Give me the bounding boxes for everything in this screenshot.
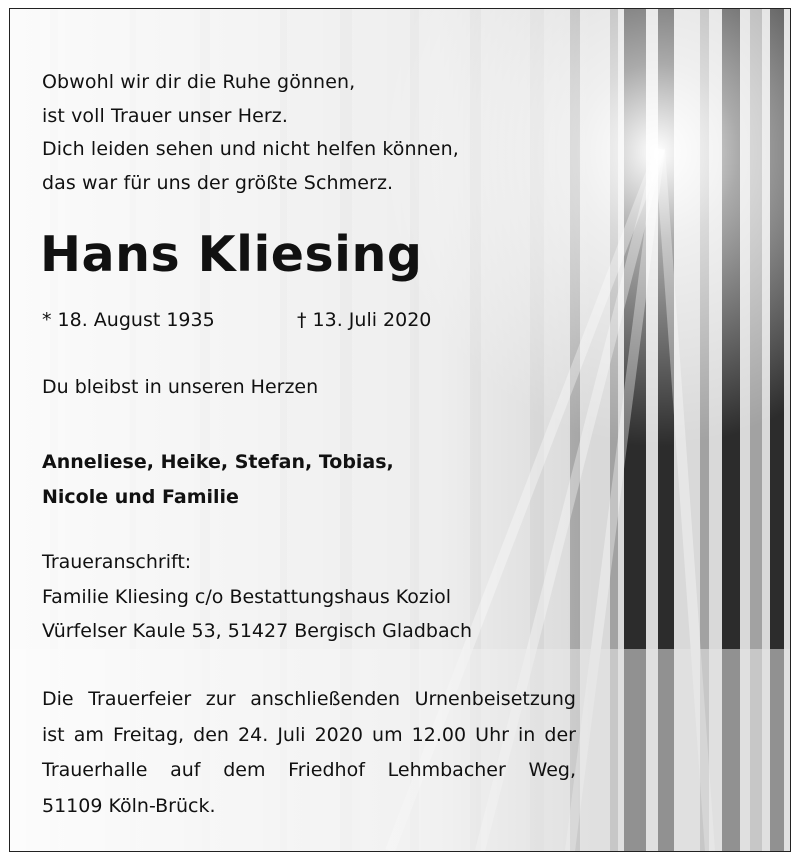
ceremony-word: Trauerfeier: [88, 688, 192, 710]
mourning-address: [42, 545, 472, 649]
mourners: [42, 445, 394, 515]
life-dates: [42, 306, 432, 334]
poem-line: Obwohl wir dir die Ruhe gönnen,: [42, 71, 356, 93]
death-date: † 13. Juli 2020: [297, 309, 432, 331]
mourners-line: Nicole und Familie: [42, 486, 239, 508]
ceremony-line: [42, 682, 576, 718]
ceremony-word: Trauerhalle: [42, 759, 148, 781]
ceremony-word: Friedhof: [288, 759, 365, 781]
birth-date: * 18. August 1935: [42, 309, 215, 331]
ceremony-word: zur: [205, 688, 236, 710]
ceremony-word: Lehmbacher: [387, 759, 506, 781]
ceremony-info: [42, 682, 576, 824]
ceremony-word: um: [372, 723, 403, 746]
ceremony-word: der: [544, 723, 576, 746]
ceremony-word: Urnenbeisetzung: [414, 688, 576, 710]
ceremony-word: 24.: [238, 723, 269, 746]
ceremony-word: auf: [170, 759, 201, 781]
ceremony-line: [42, 789, 576, 825]
deceased-name: Hans Kliesing: [40, 226, 423, 283]
ceremony-word: Freitag,: [112, 723, 185, 746]
ceremony-word: Weg,: [528, 759, 576, 781]
ceremony-line: [42, 718, 576, 754]
ceremony-word: Juli: [277, 723, 306, 746]
ceremony-word: Uhr: [475, 723, 509, 746]
ceremony-word: Die: [42, 688, 74, 710]
ceremony-word: den: [193, 723, 229, 746]
ceremony-word: am: [73, 723, 104, 746]
ceremony-word: 51109 Köln-Brück.: [42, 794, 216, 817]
ceremony-word: anschließenden: [250, 688, 401, 710]
poem-line: ist voll Trauer unser Herz.: [42, 104, 289, 127]
poem: [42, 66, 459, 200]
ceremony-line: [42, 753, 576, 789]
ceremony-word: 12.00: [411, 723, 467, 746]
poem-line: Dich leiden sehen und nicht helfen können,: [42, 138, 459, 160]
ceremony-word: dem: [223, 759, 266, 781]
poem-line: das war für uns der größte Schmerz.: [42, 171, 394, 194]
address-line: Vürfelser Kaule 53, 51427 Bergisch Gladbach: [42, 620, 473, 642]
motto: Du bleibst in unseren Herzen: [42, 376, 319, 398]
mourners-line: Anneliese, Heike, Stefan, Tobias,: [42, 451, 394, 473]
obituary-frame: [9, 8, 791, 852]
ceremony-word: 2020: [314, 723, 363, 746]
address-line: Familie Kliesing c/o Bestattungshaus Koziol: [42, 585, 452, 608]
address-label: Traueranschrift:: [42, 551, 192, 573]
ceremony-word: in: [518, 723, 536, 746]
ceremony-word: ist: [42, 723, 65, 746]
